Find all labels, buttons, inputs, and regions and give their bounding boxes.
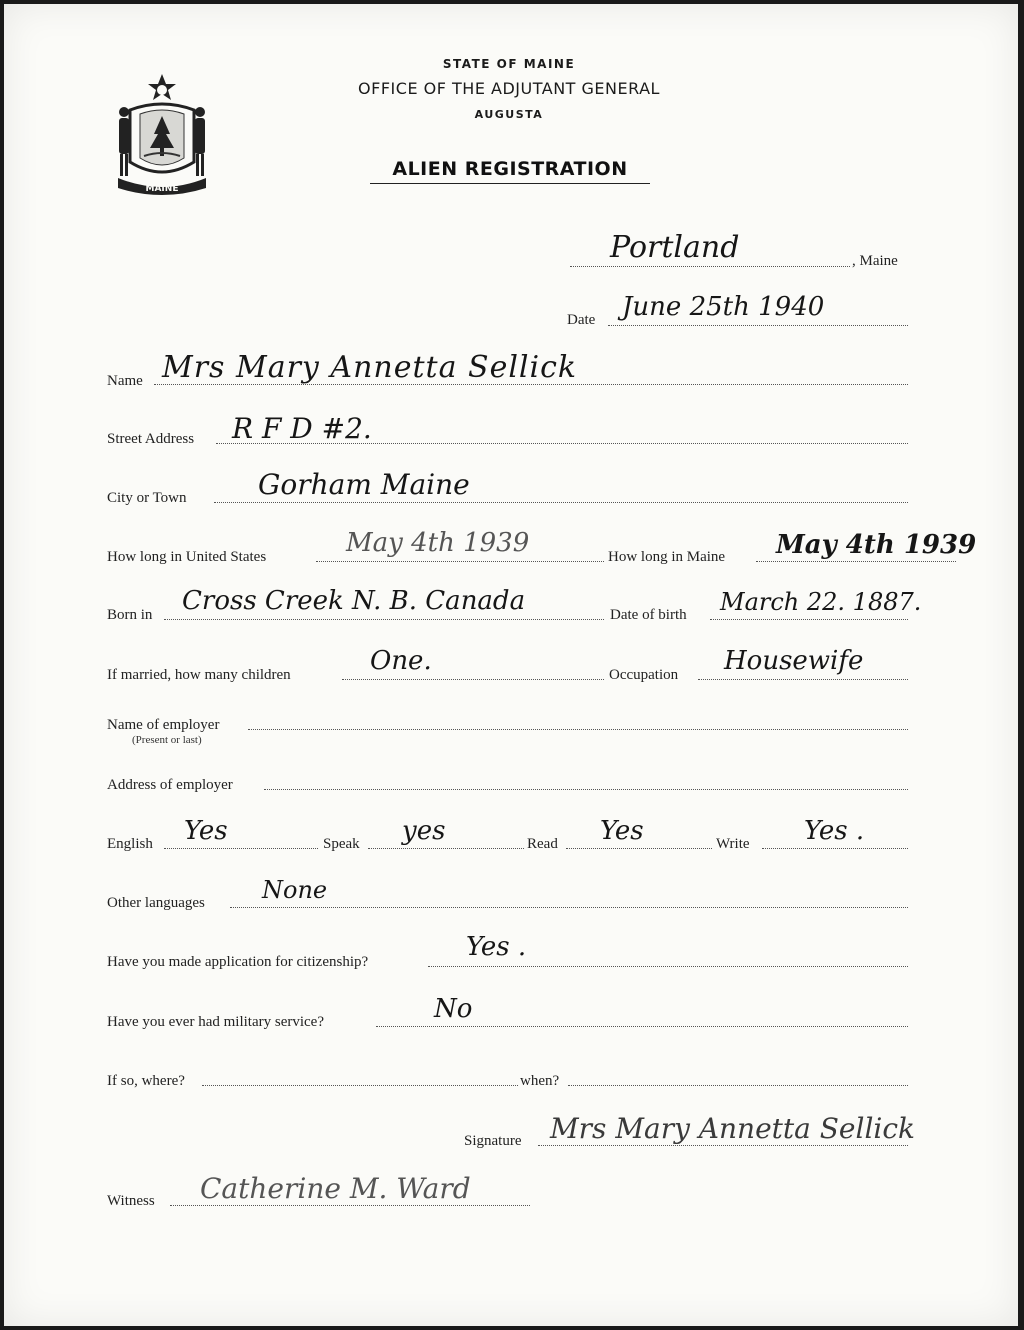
signature-label: Signature [464, 1133, 522, 1149]
dob-line [710, 619, 908, 620]
header-state: STATE OF MAINE [442, 57, 576, 71]
city-header-line [570, 266, 850, 267]
header-city: AUGUSTA [474, 108, 544, 121]
maine-state-seal-icon [110, 70, 214, 198]
occupation-value: Housewife [724, 646, 864, 676]
english-label: English [107, 836, 153, 852]
how-long-maine-line [756, 561, 956, 562]
children-label: If married, how many children [107, 667, 291, 683]
city-value: Gorham Maine [258, 468, 470, 501]
dob-label: Date of birth [610, 607, 687, 623]
employer-name-sublabel: (Present or last) [132, 734, 202, 746]
form-page [4, 4, 1018, 1326]
witness-line [170, 1205, 530, 1206]
date-line [608, 325, 908, 326]
children-value: One. [370, 646, 432, 676]
svg-text:MAINE: MAINE [145, 184, 179, 194]
signature-line [538, 1145, 908, 1146]
how-long-us-label: How long in United States [107, 549, 267, 565]
military-line [376, 1026, 908, 1027]
form-title: ALIEN REGISTRATION [370, 158, 650, 184]
military-label: Have you ever had military service? [107, 1014, 324, 1030]
signature-value: Mrs Mary Annetta Sellick [550, 1112, 916, 1145]
write-value: Yes . [804, 816, 865, 846]
how-long-us-line [316, 561, 604, 562]
how-long-us-value: May 4th 1939 [346, 528, 530, 558]
employer-name-label: Name of employer [107, 717, 220, 733]
speak-label: Speak [323, 836, 360, 852]
header-office: OFFICE OF THE ADJUTANT GENERAL [358, 79, 660, 98]
date-value: June 25th 1940 [622, 292, 825, 322]
where-label: If so, where? [107, 1073, 185, 1089]
when-line [568, 1085, 908, 1086]
write-label: Write [716, 836, 750, 852]
born-in-line [164, 619, 604, 620]
occupation-label: Occupation [609, 667, 679, 683]
date-label: Date [567, 312, 596, 328]
employer-address-label: Address of employer [107, 777, 233, 793]
children-line [342, 679, 604, 680]
other-languages-label: Other languages [107, 895, 205, 911]
city-label: City or Town [107, 490, 187, 506]
read-label: Read [527, 836, 558, 852]
citizenship-label: Have you made application for citizenship? [107, 954, 369, 970]
other-languages-value: None [262, 876, 328, 904]
employer-name-line [248, 729, 908, 730]
name-label: Name [107, 373, 143, 389]
witness-label: Witness [107, 1193, 155, 1209]
witness-value: Catherine M. Ward [200, 1172, 471, 1205]
employer-address-line [264, 789, 908, 790]
name-value: Mrs Mary Annetta Sellick [162, 350, 578, 385]
citizenship-line [428, 966, 908, 967]
citizenship-value: Yes . [466, 932, 527, 962]
street-label: Street Address [107, 431, 195, 447]
dob-value: March 22. 1887. [720, 588, 922, 616]
military-value: No [434, 994, 473, 1024]
occupation-line [698, 679, 908, 680]
city-line [214, 502, 908, 503]
how-long-maine-value: May 4th 1939 [776, 530, 977, 560]
where-line [202, 1085, 518, 1086]
street-value: R F D #2. [232, 412, 372, 445]
read-line [566, 848, 712, 849]
maine-suffix-label: , Maine [852, 253, 898, 269]
speak-line [368, 848, 524, 849]
born-in-value: Cross Creek N. B. Canada [182, 586, 526, 616]
english-line [164, 848, 318, 849]
city-header-value: Portland [610, 230, 740, 265]
english-value: Yes [184, 816, 228, 846]
speak-value: yes [402, 816, 446, 846]
write-line [762, 848, 908, 849]
when-label: when? [520, 1073, 560, 1089]
read-value: Yes [600, 816, 644, 846]
how-long-maine-label: How long in Maine [608, 549, 726, 565]
other-languages-line [230, 907, 908, 908]
born-in-label: Born in [107, 607, 153, 623]
